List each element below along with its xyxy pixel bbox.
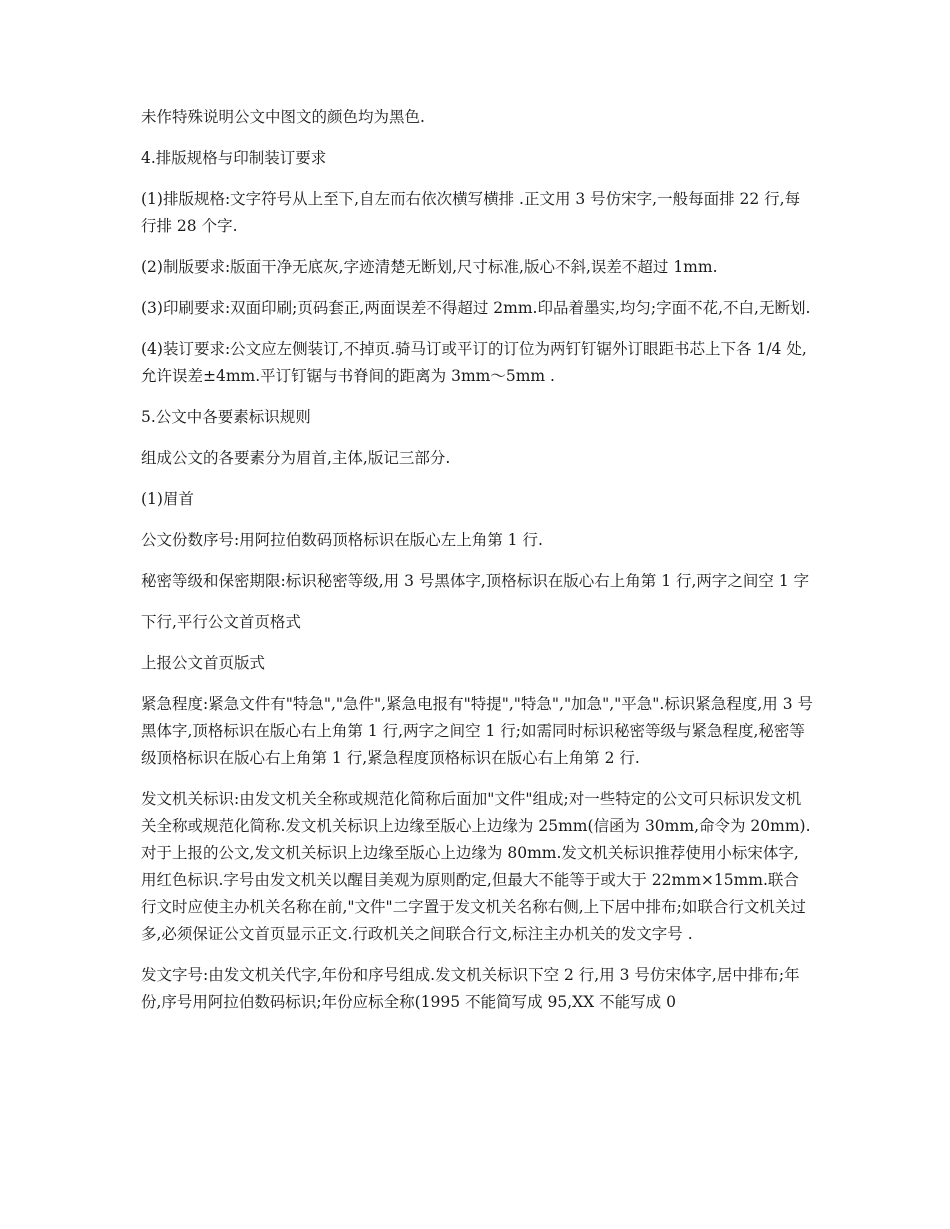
paragraph-binding-requirements: (4)装订要求:公文应左侧装订,不掉页.骑马订或平订的订位为两钉钉锯外订眼距书芯上下各 1/4 处,允许误差±4mm.平订钉锯与书脊间的距离为 3mm～5mm . <box>141 340 807 385</box>
paragraph-document-number: 发文字号:由发文机关代字,年份和序号组成.发文机关标识下空 2 行,用 3 号仿宋体字,居中排布;年份,序号用阿拉伯数码标识;年份应标全称(1995 不能简写成 95,XX 不能写成 0 <box>141 966 800 1011</box>
section-heading-4: 4.排版规格与印制装订要求 <box>141 149 327 167</box>
paragraph-secrecy-level: 秘密等级和保密期限:标识秘密等级,用 3 号黑体字,顶格标识在版心右上角第 1 行,两字之间空 1 字 <box>141 572 810 590</box>
paragraph-issuing-authority: 发文机关标识:由发文机关全称或规范化简称后面加"文件"组成;对一些特定的公文可只标识发文机关全称或规范化简称.发文机关标识上边缘至版心上边缘为 25mm(信函为 30mm,命令为 20mm).对于上报的公文,发文机关标识上边缘至版心上边缘为 80mm.发文机关标识推荐使用小标宋体字,用红色标识.字号由发文机关以醒目美观为原则酌定,但最大不能等于或大于 22mm×15mm.联合行文时应使主办机关名称在前,"文件"二字置于发文机关名称右侧,上下居中排布;如联合行文机关过多,必须保证公文首页显示正文.行政机关之间联合行文,标注主办机关的发文字号 . <box>141 790 811 943</box>
paragraph-color-note: 未作特殊说明公文中图文的颜色均为黑色. <box>141 108 425 126</box>
paragraph-printing-requirements: (3)印刷要求:双面印刷;页码套正,两面误差不得超过 2mm.印品着墨实,均匀;字面不花,不白,无断划. <box>141 299 811 317</box>
paragraph-downward-format: 下行,平行公文首页格式 <box>141 613 301 631</box>
paragraph-layout-spec: (1)排版规格:文字符号从上至下,自左而右依次横写横排 .正文用 3 号仿宋字,一般每面排 22 行,每行排 28 个字. <box>141 190 801 235</box>
paragraph-urgency-level: 紧急程度:紧急文件有"特急","急件",紧急电报有"特提","特急","加急","平急".标识紧急程度,用 3 号黑体字,顶格标识在版心右上角第 1 行,两字之间空 1 行;如需同时标识秘密等级与紧急程度,秘密等级顶格标识在版心右上角第 1 行,紧急程度顶格标识在版心右上角第 2 行. <box>141 695 813 767</box>
paragraph-upward-format: 上报公文首页版式 <box>141 654 266 672</box>
document-page <box>141 104 813 1030</box>
paragraph-copy-number: 公文份数序号:用阿拉伯数码顶格标识在版心左上角第 1 行. <box>141 531 543 549</box>
section-heading-5: 5.公文中各要素标识规则 <box>141 408 311 426</box>
subsection-heading-header: (1)眉首 <box>141 490 194 508</box>
paragraph-elements-overview: 组成公文的各要素分为眉首,主体,版记三部分. <box>141 449 451 467</box>
paragraph-plate-requirements: (2)制版要求:版面干净无底灰,字迹清楚无断划,尺寸标准,版心不斜,误差不超过 1mm. <box>141 258 718 276</box>
